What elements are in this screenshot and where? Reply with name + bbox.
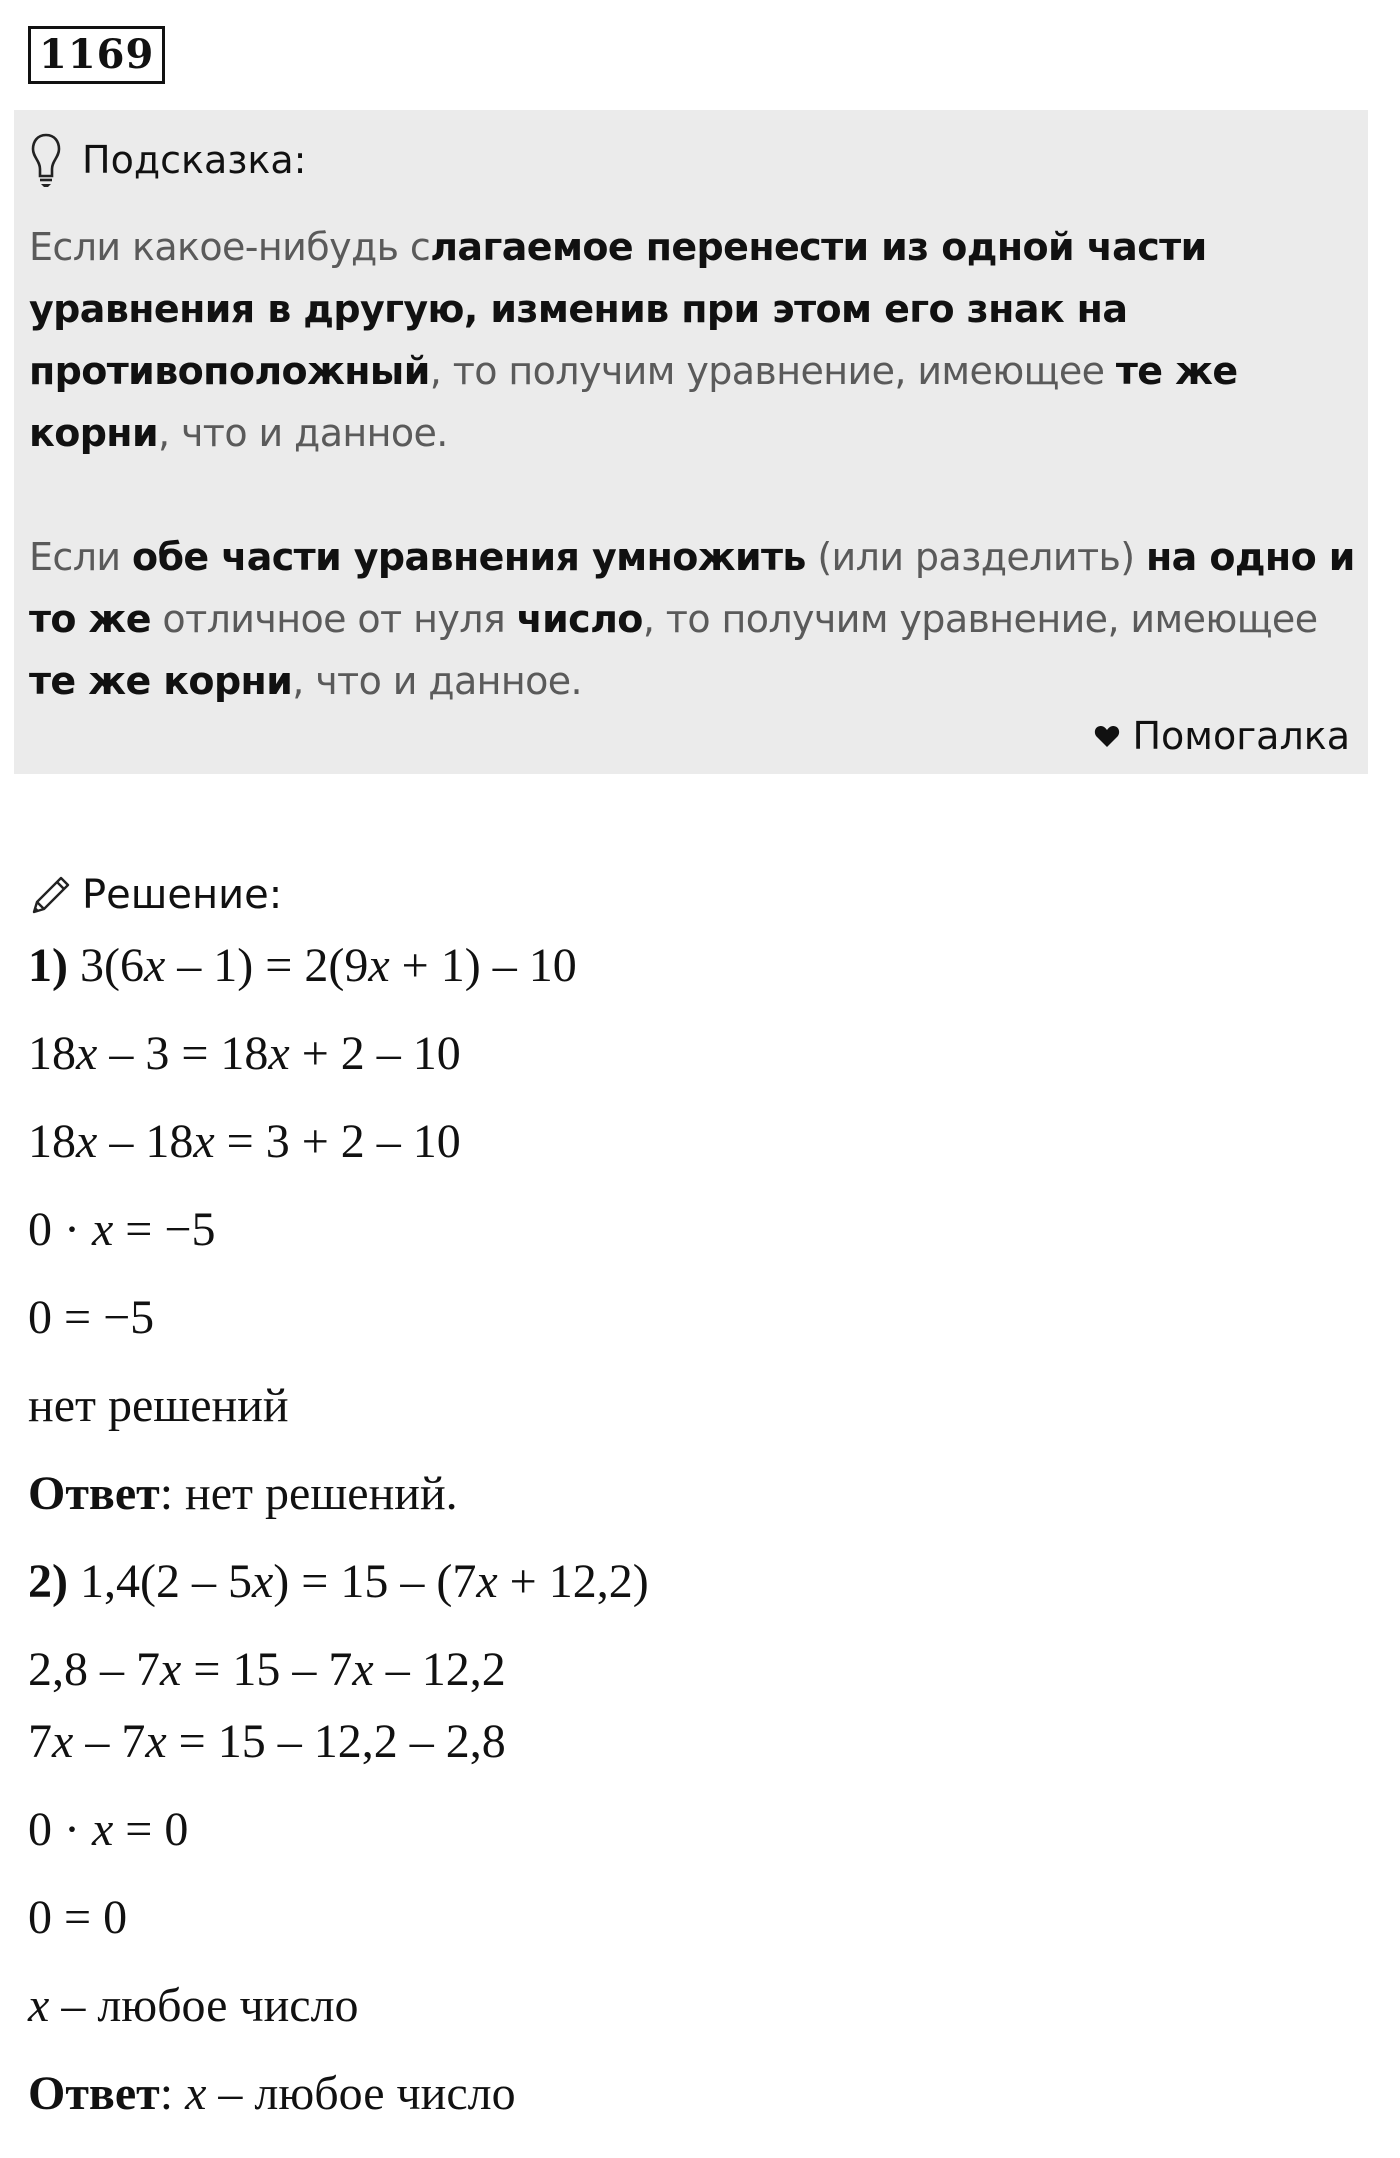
math-variable: x xyxy=(476,1555,498,1608)
solution-line xyxy=(28,938,577,993)
solution-text: 0 · xyxy=(28,1203,92,1256)
solution-line xyxy=(28,1378,289,1433)
solution-text: = 15 – 7 xyxy=(181,1643,353,1696)
math-variable: x xyxy=(268,1027,290,1080)
math-variable: x xyxy=(143,939,166,992)
solution-text: нет решений xyxy=(28,1379,289,1432)
hint-paragraph-2-segment: , то получим уравнение, имеющее xyxy=(642,597,1318,641)
math-variable: x xyxy=(52,1715,74,1768)
brand-label xyxy=(1094,714,1350,758)
math-variable: x xyxy=(28,1979,50,2032)
math-variable: x xyxy=(160,1643,182,1696)
hint-paragraph-1-segment: , что и данное. xyxy=(157,411,448,455)
solution-text: = 0 xyxy=(113,1803,189,1856)
solution-line xyxy=(28,1714,506,1769)
hint-title-text: Подсказка: xyxy=(82,138,307,182)
solution-text: 0 = −5 xyxy=(28,1291,155,1344)
task-number: 1169 xyxy=(28,26,165,84)
hint-paragraph-2-segment: обе части уравнения умножить xyxy=(131,535,806,579)
math-variable: x xyxy=(76,1027,98,1080)
hint-paragraph-1-segment: Если какое-нибудь с xyxy=(29,225,431,269)
hint-title xyxy=(30,126,306,194)
math-variable: x xyxy=(91,1803,114,1856)
solution-line xyxy=(28,1890,127,1945)
solution-text: 1,4(2 – 5 xyxy=(67,1555,252,1608)
solution-text: : xyxy=(159,2067,186,2120)
hint-paragraph-2-segment: Если xyxy=(29,535,132,579)
solution-text: ) = 15 – (7 xyxy=(273,1555,477,1608)
solution-text: + 1) – 10 xyxy=(389,939,577,992)
solution-line xyxy=(28,2066,516,2121)
solution-title xyxy=(28,862,282,928)
math-variable: x xyxy=(193,1115,215,1168)
hint-paragraph-2 xyxy=(29,526,1359,712)
solution-line xyxy=(28,1642,506,1697)
math-variable: x xyxy=(91,1203,114,1256)
brand-text: Помогалка xyxy=(1132,714,1350,758)
solution-text: 3(6 xyxy=(67,939,144,992)
solution-text: 7 xyxy=(28,1715,52,1768)
solution-text: – любое число xyxy=(49,1979,359,2032)
hint-paragraph-2-segment: (или разделить) xyxy=(805,535,1146,579)
solution-line xyxy=(28,1290,154,1345)
math-variable: x xyxy=(251,1555,274,1608)
lightbulb-icon xyxy=(30,132,62,188)
solution-title-text: Решение: xyxy=(82,872,283,918)
pencil-icon xyxy=(28,872,74,918)
solution-text: = 3 + 2 – 10 xyxy=(214,1115,461,1168)
math-variable: x xyxy=(368,939,390,992)
solution-line xyxy=(28,1114,461,1169)
hint-paragraph-1 xyxy=(29,216,1359,464)
solution-text: – 18 xyxy=(97,1115,194,1168)
math-variable: x xyxy=(185,2067,207,2120)
solution-bold-label: Ответ xyxy=(28,1467,160,1520)
solution-line xyxy=(28,1466,458,1521)
solution-text: 0 = 0 xyxy=(28,1891,128,1944)
hint-box xyxy=(14,110,1368,774)
hint-paragraph-2-segment: те же корни xyxy=(29,659,293,703)
heart-icon xyxy=(1094,724,1120,748)
solution-text: = −5 xyxy=(113,1203,216,1256)
solution-text: + 2 – 10 xyxy=(289,1027,461,1080)
solution-text: 0 · xyxy=(28,1803,92,1856)
solution-text: – 7 xyxy=(73,1715,146,1768)
math-variable: x xyxy=(352,1643,374,1696)
solution-text: – 3 = 18 xyxy=(97,1027,269,1080)
solution-line xyxy=(28,1026,461,1081)
solution-text: 2,8 – 7 xyxy=(28,1643,160,1696)
solution-text: – 1) = 2(9 xyxy=(165,939,369,992)
solution-line xyxy=(28,1802,188,1857)
solution-text: + 12,2) xyxy=(497,1555,649,1608)
solution-line xyxy=(28,1202,215,1257)
hint-paragraph-2-segment: отличное от нуля xyxy=(150,597,517,641)
solution-line xyxy=(28,1978,359,2033)
hint-paragraph-1-segment: , то получим уравнение, имеющее xyxy=(429,349,1116,393)
solution-line xyxy=(28,1554,649,1609)
math-variable: x xyxy=(76,1115,98,1168)
solution-bold-label: 1) xyxy=(28,939,68,992)
hint-paragraph-1-segment: лагаемое перенести из одной части уравнения в другую, изменив при этом его знак на противоположный xyxy=(29,225,1207,393)
solution-text: – любое число xyxy=(206,2067,516,2120)
solution-text: = 15 – 12,2 – 2,8 xyxy=(166,1715,506,1768)
hint-paragraph-1-segment: те же корни xyxy=(29,349,1238,455)
solution-text: : нет решений. xyxy=(159,1467,458,1520)
hint-paragraph-2-segment: , что и данное. xyxy=(292,659,583,703)
solution-text: 18 xyxy=(28,1115,76,1168)
solution-bold-label: Ответ xyxy=(28,2067,160,2120)
math-variable: x xyxy=(145,1715,167,1768)
solution-text: 18 xyxy=(28,1027,76,1080)
hint-paragraph-2-segment: на одно и то же xyxy=(29,535,1355,641)
solution-bold-label: 2) xyxy=(28,1555,68,1608)
hint-paragraph-2-segment: число xyxy=(516,597,643,641)
solution-text: – 12,2 xyxy=(373,1643,506,1696)
